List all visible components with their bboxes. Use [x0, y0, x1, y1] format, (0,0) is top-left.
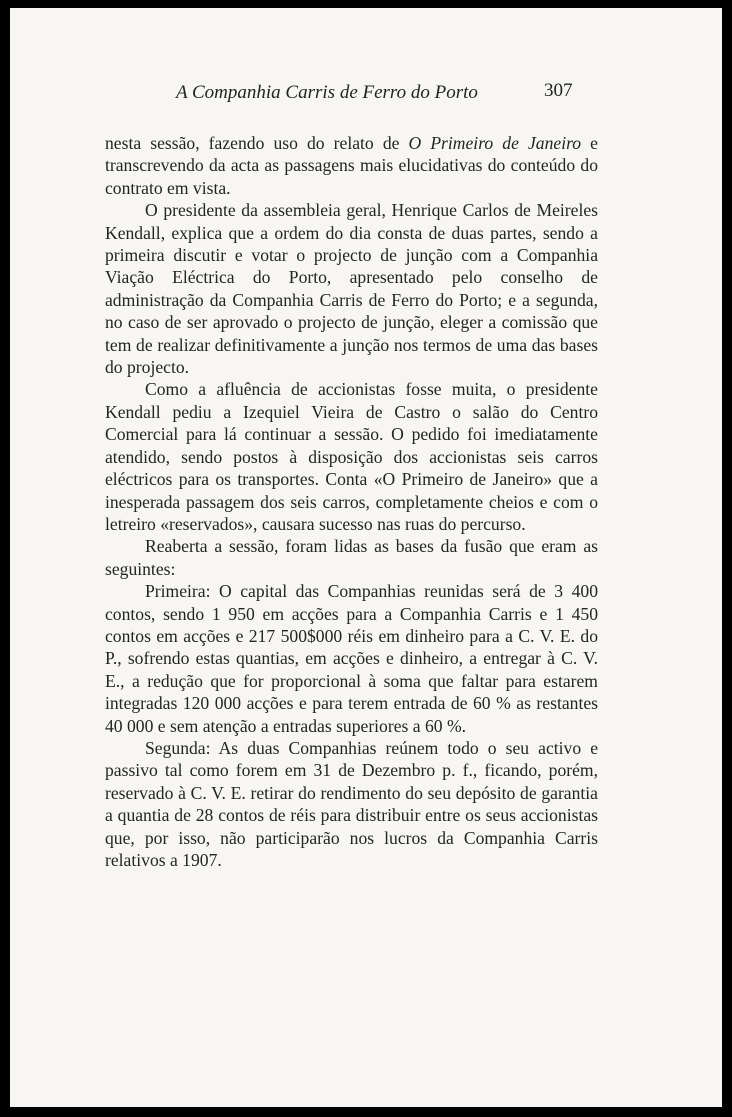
paragraph-2: O presidente da assembleia geral, Henrique Carlos de Meireles Kendall, explica que a ordem do dia consta de duas partes, sendo a primeira discutir e votar o projecto de junção com a Companhia Viação Eléctrica do Porto, apresentado pelo conselho de administração da Companhia Carris de Ferro do Porto; e a segunda, no caso de ser aprovado o projecto de junção, eleger a comissão que tem de realizar definitivamente a junção nos termos de uma das bases do projecto. — [105, 200, 598, 378]
paragraph-5: Primeira: O capital das Companhias reunidas será de 3 400 contos, sendo 1 950 em acções para a Companhia Carris e 1 450 contos em acções e 217 500$000 réis em dinheiro para a C. V. E. do P., sofrendo estas quantias, em acções e dinheiro, a entregar à C. V. E., a redução que for proporcional à soma que faltar para estarem integradas 120 000 acções e para terem entrada de 60 % as restantes 40 000 e sem atenção a entradas superiores a 60 %. — [105, 581, 598, 736]
paragraph-1-text-b: e transcrevendo da acta as passagens mais elucidativas do conteúdo do contrato em vista. — [105, 133, 598, 198]
page-number: 307 — [544, 80, 573, 101]
page-header — [10, 82, 722, 112]
book-page — [10, 8, 722, 1107]
paragraph-1 — [105, 132, 598, 199]
paragraph-4: Reaberta a sessão, foram lidas as bases da fusão que eram as seguintes: — [105, 536, 598, 579]
newspaper-title: O Primeiro de Janeiro — [408, 133, 582, 153]
paragraph-1-text-a: nesta sessão, fazendo uso do relato de — [105, 133, 409, 153]
paragraph-6: Segunda: As duas Companhias reúnem todo o seu activo e passivo tal como forem em 31 de Dezembro p. f., ficando, porém, reservado à C. V. E. retirar do rendimento do seu depósito de garantia a quantia de 28 contos de réis para distribuir entre os seus accionistas que, por isso, não participarão nos lucros da Companhia Carris relativos a 1907. — [105, 737, 598, 870]
body-text — [105, 132, 598, 871]
paragraph-3: Como a afluência de accionistas fosse muita, o presidente Kendall pediu a Izequiel Vieira de Castro o salão do Centro Comercial para lá continuar a sessão. O pedido foi imediatamente atendido, sendo postos à disposição dos accionistas seis carros eléctricos para os transportes. Conta «O Primeiro de Janeiro» que a inesperada passagem dos seis carros, completamente cheios e com o letreiro «reservados», causara sucesso nas ruas do percurso. — [105, 379, 598, 534]
running-title: A Companhia Carris de Ferro do Porto — [176, 82, 478, 103]
